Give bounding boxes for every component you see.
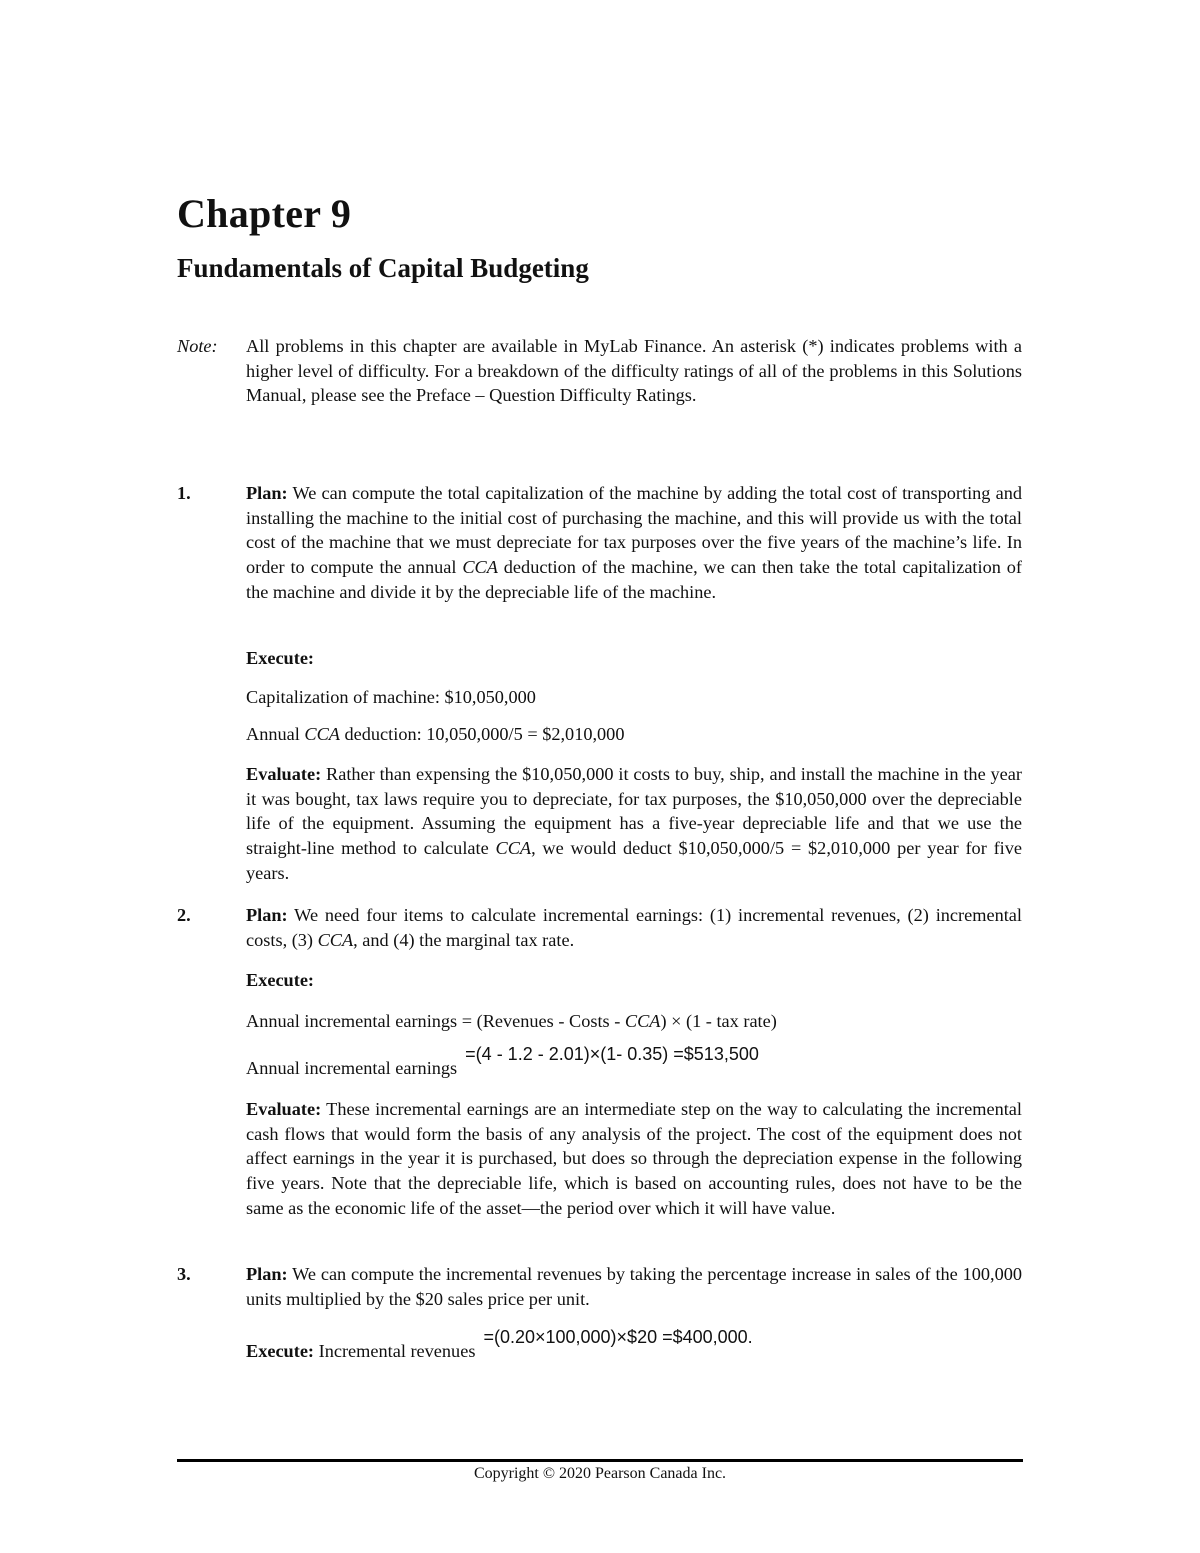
plan-text: We need four items to calculate incremental earnings: (1) incremental revenues, (2) incremental costs, (3) — [246, 905, 1022, 950]
note-text: All problems in this chapter are available in MyLab Finance. An asterisk (*) indicates problems with a higher level of difficulty. For a breakdown of the difficulty ratings of all of the problems in this Solutions Manual, please see the Preface – Question Difficulty Ratings. — [246, 336, 1022, 406]
plan-italic-term: CCA — [462, 557, 498, 578]
execute-label: Execute: — [246, 970, 315, 990]
execute-equation: =(0.20×100,000)×$20 =$400,000. — [483, 1327, 753, 1347]
plan-text: , and (4) the marginal tax rate. — [353, 929, 575, 950]
problem-2-calculation — [246, 1044, 1022, 1081]
problem-2-formula — [246, 1009, 1022, 1034]
problem-number-2: 2. — [177, 905, 191, 925]
exec-italic-term: CCA — [304, 724, 340, 744]
exec-text: deduction: 10,050,000/5 = $2,010,000 — [339, 724, 625, 744]
plan-text: We can compute the incremental revenues by taking the percentage increase in sales of the 100,000 units multiplied by the $20 sales price per unit. — [246, 1264, 1022, 1309]
evaluate-text: Rather than expensing the $10,050,000 it costs to buy, ship, and install the machine in the year it was bought, tax laws require you to depreciate, for tax purposes, the $10,050,000 over the depreciable life of the equipment. Assuming the equipment has a five-year depreciable life and that we use the straight-line method to calculate — [246, 764, 1022, 859]
problem-1-execute-heading — [246, 646, 1022, 671]
evaluate-italic-term: CCA — [495, 838, 532, 859]
evaluate-text: , we would deduct $10,050,000/5 = $2,010,000 per year for five years. — [246, 838, 1022, 883]
problem-3-plan — [246, 1262, 1022, 1311]
evaluate-label: Evaluate: — [246, 764, 322, 784]
note-label: Note: — [177, 336, 218, 356]
problem-1-plan — [246, 481, 1022, 605]
execute-text: Incremental revenues — [314, 1341, 476, 1361]
problem-2-evaluate — [246, 1097, 1022, 1221]
plan-label: Plan: — [246, 483, 288, 503]
plan-text: deduction of the machine, we can then take the total capitalization of the machine and divide it by the depreciable life of the machine. — [246, 557, 1023, 602]
chapter-subtitle: Fundamentals of Capital Budgeting — [177, 253, 589, 283]
problem-number-3: 3. — [177, 1264, 191, 1284]
formula-text: ) × (1 - tax rate) — [660, 1011, 777, 1031]
execute-label: Execute: — [246, 1341, 315, 1361]
execute-label: Execute: — [246, 648, 315, 668]
problem-1-evaluate — [246, 762, 1022, 886]
formula-text: Annual incremental earnings = (Revenues - Costs - — [246, 1011, 625, 1031]
calc-equation: =(4 - 1.2 - 2.01)×(1- 0.35) =$513,500 — [465, 1044, 759, 1064]
plan-text: We can compute the total capitalization of the machine by adding the total cost of transporting and installing the machine to the initial cost of purchasing the machine, and this will provide us with the total cost of the machine that we must depreciate for tax purposes over the five years of the machine’s life. In order to compute the annual — [246, 483, 1022, 578]
evaluate-label: Evaluate: — [246, 1099, 322, 1119]
problem-number-1: 1. — [177, 483, 191, 503]
problem-1-exec-line-1: Capitalization of machine: $10,050,000 — [246, 687, 536, 707]
exec-text: Annual — [246, 724, 305, 744]
plan-italic-term: CCA — [317, 929, 354, 950]
footer-divider — [177, 1459, 1023, 1462]
calc-label: Annual incremental earnings — [246, 1058, 458, 1078]
plan-label: Plan: — [246, 905, 288, 925]
problem-3-execute — [246, 1327, 1022, 1364]
formula-italic-term: CCA — [624, 1011, 661, 1031]
chapter-title: Chapter 9 — [177, 191, 352, 236]
problem-2-execute-heading — [246, 968, 1022, 993]
plan-label: Plan: — [246, 1264, 288, 1284]
problem-1-exec-line-2 — [246, 722, 1022, 747]
problem-2-plan — [246, 903, 1022, 952]
evaluate-text: These incremental earnings are an intermediate step on the way to calculating the incremental cash flows that would form the basis of any analysis of the project. The cost of the equipment does not affect earnings in the year it is purchased, but does so through the depreciation expense in the following five years. Note that the depreciable life, which is based on accounting rules, does not have to be the same as the economic life of the asset—the period over which it will have value. — [246, 1099, 1022, 1218]
footer-copyright: Copyright © 2020 Pearson Canada Inc. — [473, 1465, 727, 1482]
